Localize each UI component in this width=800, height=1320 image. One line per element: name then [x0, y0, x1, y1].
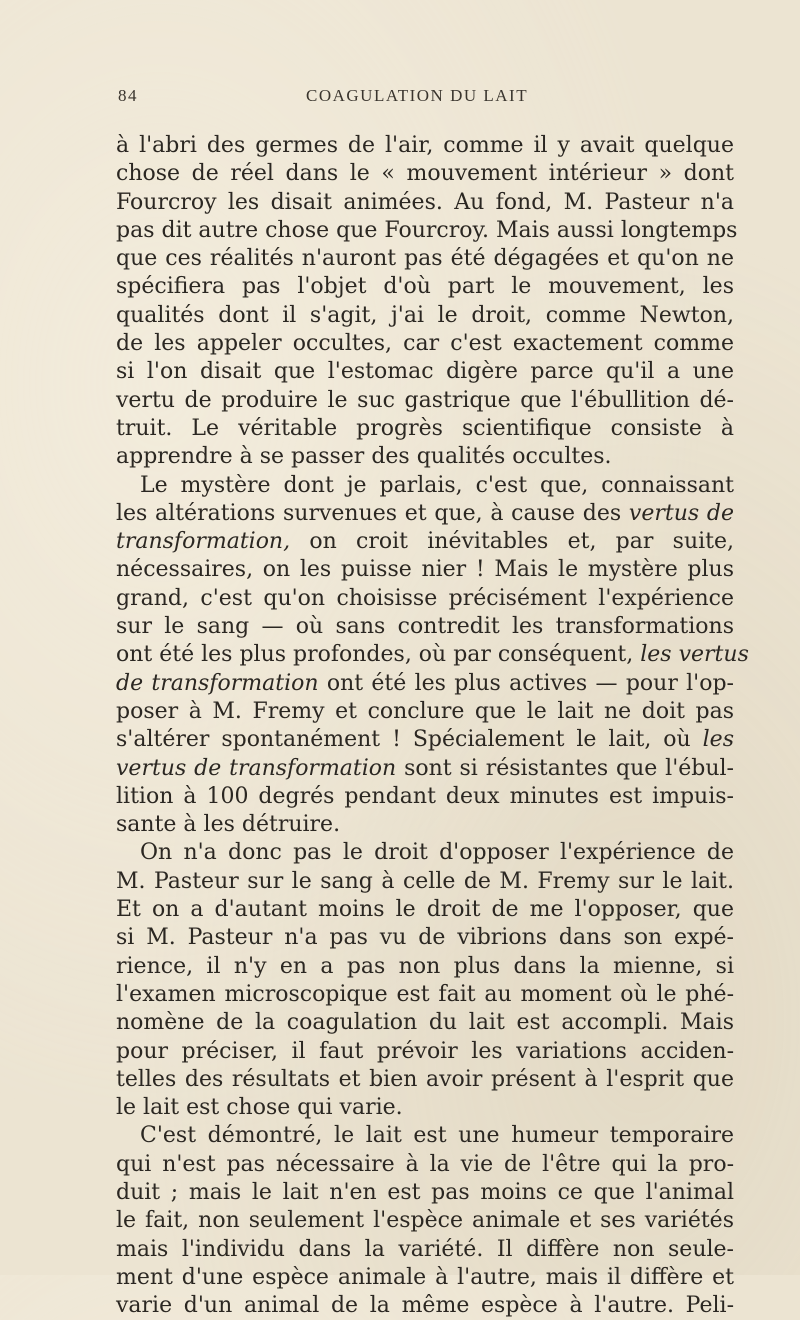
text-line [116, 472, 734, 500]
text-line [116, 755, 734, 783]
text-line [116, 726, 734, 754]
running-title: COAGULATION DU LAIT [306, 86, 529, 105]
text-line: M. Pasteur sur le sang à celle de M. Fremy sur le lait. [116, 868, 734, 894]
text-line: lition à 100 degrés pendant deux minutes est impuis- [116, 783, 734, 809]
text-line: le fait, non seulement l'espèce animale et ses variétés [116, 1208, 734, 1234]
text-line [116, 500, 734, 528]
italic-segment: les [702, 727, 734, 753]
text-line: Fourcroy les disait animées. Au fond, M. Pasteur n'a [116, 189, 734, 215]
text-line: sur le sang — où sans contredit les transformations [116, 614, 734, 640]
text-segment: ont été les plus actives — pour l'op- [326, 670, 734, 696]
text-line: mais l'individu dans la variété. Il diffère non seule- [116, 1236, 734, 1262]
text-line [116, 1122, 734, 1150]
text-line [116, 528, 734, 556]
text-line: Et on a d'autant moins le droit de me l'opposer, que [116, 897, 734, 923]
text-line: ment d'une espèce animale à l'autre, mais il diffère et [116, 1264, 734, 1290]
text-line: de les appeler occultes, car c'est exactement comme [116, 331, 734, 357]
text-line: varie d'un animal de la même espèce à l'autre. Peli- [116, 1293, 734, 1319]
text-line: vertu de produire le suc gastrique que l'ébullition dé- [116, 387, 734, 413]
text-line: sante à les détruire. [116, 812, 341, 838]
text-line: qualités dont il s'agit, j'ai le droit, comme Newton, [116, 302, 734, 328]
italic-segment: transformation, [116, 529, 291, 555]
text-line: chose de réel dans le « mouvement intérieur » dont [116, 161, 734, 187]
text-line: pas dit autre chose que Fourcroy. Mais aussi longtemps [116, 217, 738, 243]
text-segment: C'est démontré, le lait est une humeur temporaire [140, 1123, 734, 1149]
text-line: truit. Le véritable progrès scientifique consiste à [116, 415, 734, 441]
text-line: spécifiera pas l'objet d'où part le mouvement, les [116, 274, 734, 300]
text-line: à l'abri des germes de l'air, comme il y avait quelque [116, 133, 734, 158]
text-line: rience, il n'y en a pas non plus dans la mienne, si [116, 953, 734, 979]
page-number: 84 [118, 86, 138, 105]
text-line: si l'on disait que l'estomac digère parce qu'il a une [116, 359, 734, 385]
text-line: l'examen microscopique est fait au moment où le phé- [116, 981, 734, 1007]
text-line [116, 641, 749, 669]
running-head [118, 86, 738, 116]
italic-segment: de transformation [116, 670, 319, 696]
text-segment: les altérations survenues et que, à cause des [116, 500, 622, 526]
text-segment: ont été les plus profondes, où par conséquent, [116, 642, 634, 668]
text-line: apprendre à se passer des qualités occultes. [116, 444, 612, 470]
text-line: poser à M. Fremy et conclure que le lait ne doit pas [116, 698, 734, 724]
text-line: qui n'est pas nécessaire à la vie de l'être qui la pro- [116, 1151, 734, 1177]
text-line: nomène de la coagulation du lait est accompli. Mais [116, 1010, 734, 1036]
text-line: que ces réalités n'auront pas été dégagées et qu'on ne [116, 246, 734, 272]
text-segment: on croit inévitables et, par suite, [309, 529, 734, 555]
italic-segment: vertus de [628, 500, 734, 526]
text-segment: Le mystère dont je parlais, c'est que, connaissant [140, 472, 734, 498]
text-line: si M. Pasteur n'a pas vu de vibrions dans son expé- [116, 925, 734, 951]
text-segment: On n'a donc pas le droit d'opposer l'expérience de [140, 840, 734, 866]
text-segment: s'altérer spontanément ! Spécialement le lait, où [116, 727, 691, 753]
text-line [116, 670, 734, 698]
text-line: grand, c'est qu'on choisisse précisément l'expérience [116, 585, 734, 611]
italic-segment: les vertus [640, 642, 749, 668]
text-line: telles des résultats et bien avoir présent à l'esprit que [116, 1066, 734, 1092]
text-line: pour préciser, il faut prévoir les variations acciden- [116, 1038, 734, 1064]
text-line: duit ; mais le lait n'en est pas moins ce que l'animal [116, 1179, 734, 1205]
italic-segment: vertus de transformation [116, 755, 397, 781]
body-text [116, 132, 749, 1320]
text-line: le lait est chose qui varie. [116, 1095, 403, 1121]
text-line: nécessaires, on les puisse nier ! Mais le mystère plus [116, 557, 734, 583]
text-segment: sont si résistantes que l'ébul- [404, 755, 734, 781]
text-line [116, 839, 734, 867]
